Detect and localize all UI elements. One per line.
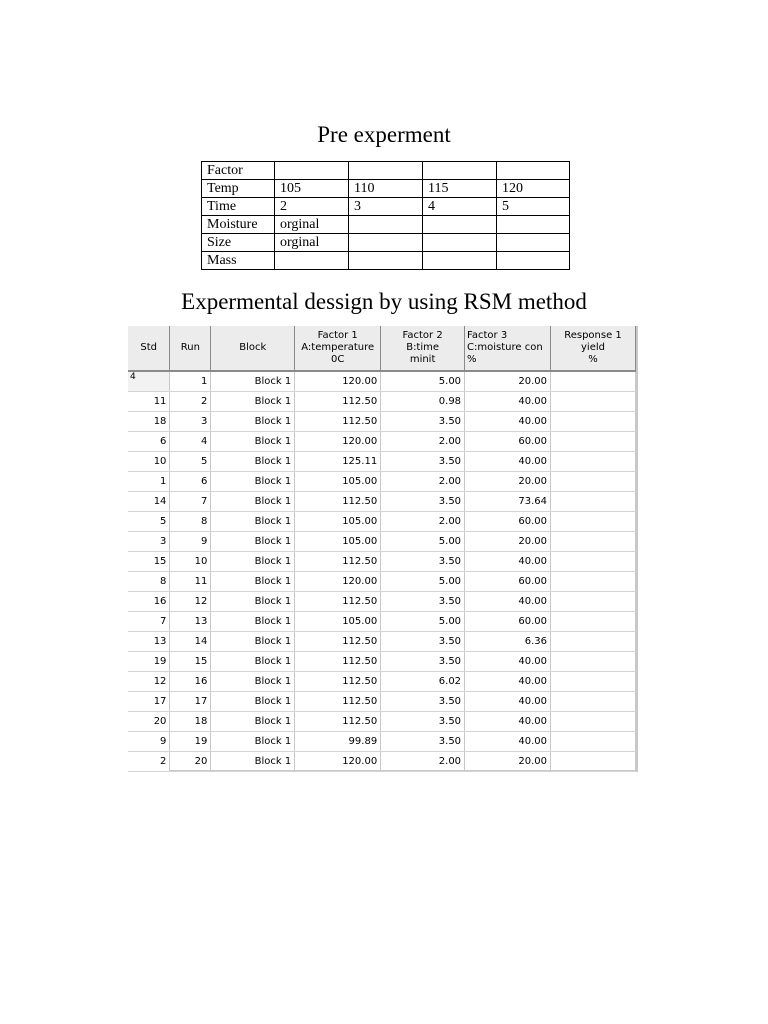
column-header-line: % <box>467 354 477 365</box>
std-cell[interactable]: 9 <box>128 732 170 752</box>
moisture-cell[interactable]: 60.00 <box>465 432 551 452</box>
block-cell[interactable]: Block 1 <box>211 412 295 432</box>
std-cell[interactable]: 2 <box>128 752 170 772</box>
std-cell[interactable]: 3 <box>128 532 170 552</box>
run-cell[interactable]: 13 <box>170 612 211 632</box>
run-cell[interactable]: 1 <box>170 371 211 392</box>
pre-row-label: Mass <box>202 252 275 270</box>
yield-cell[interactable] <box>551 652 636 672</box>
std-cell[interactable]: 1 <box>128 472 170 492</box>
yield-cell[interactable] <box>551 432 636 452</box>
pre-cell: 115 <box>423 180 497 198</box>
table-row <box>128 712 636 732</box>
table-row <box>128 732 636 752</box>
pre-cell <box>275 162 349 180</box>
pre-cell <box>423 162 497 180</box>
block-cell[interactable]: Block 1 <box>211 632 295 652</box>
run-cell[interactable]: 15 <box>170 652 211 672</box>
moisture-cell[interactable]: 40.00 <box>465 392 551 412</box>
run-cell[interactable]: 4 <box>170 432 211 452</box>
table-row <box>128 752 636 772</box>
block-cell[interactable]: Block 1 <box>211 371 295 392</box>
time-cell[interactable]: 3.50 <box>381 452 465 472</box>
time-cell[interactable]: 3.50 <box>381 652 465 672</box>
moisture-cell[interactable]: 60.00 <box>465 612 551 632</box>
time-cell[interactable]: 3.50 <box>381 732 465 752</box>
table-row <box>128 652 636 672</box>
block-cell[interactable]: Block 1 <box>211 572 295 592</box>
pre-cell <box>497 234 570 252</box>
pre-cell: orginal <box>275 216 349 234</box>
column-header-line: Response 1 <box>564 330 622 341</box>
table-row <box>128 672 636 692</box>
table-row <box>128 592 636 612</box>
temperature-cell[interactable]: 112.50 <box>295 552 381 572</box>
yield-cell[interactable] <box>551 692 636 712</box>
block-cell[interactable]: Block 1 <box>211 492 295 512</box>
block-cell[interactable]: Block 1 <box>211 612 295 632</box>
pre-cell: 105 <box>275 180 349 198</box>
yield-cell[interactable] <box>551 392 636 412</box>
time-cell[interactable]: 2.00 <box>381 752 465 772</box>
yield-cell[interactable] <box>551 371 636 392</box>
moisture-cell[interactable]: 40.00 <box>465 732 551 752</box>
block-cell[interactable]: Block 1 <box>211 592 295 612</box>
yield-cell[interactable] <box>551 472 636 492</box>
temperature-cell[interactable]: 120.00 <box>295 432 381 452</box>
std-cell[interactable]: 11 <box>128 392 170 412</box>
temperature-cell[interactable]: 120.00 <box>295 752 381 772</box>
std-cell[interactable]: 17 <box>128 692 170 712</box>
moisture-cell[interactable]: 20.00 <box>465 752 551 772</box>
pre-cell <box>349 162 423 180</box>
pre-cell: 5 <box>497 198 570 216</box>
column-header-factor-3[interactable] <box>465 326 551 371</box>
pre-experiment-title: Pre experment <box>317 122 451 147</box>
std-cell[interactable]: 6 <box>128 432 170 452</box>
column-header-run[interactable] <box>170 326 211 371</box>
temperature-cell[interactable]: 105.00 <box>295 512 381 532</box>
run-cell[interactable]: 8 <box>170 512 211 532</box>
std-cell[interactable]: 14 <box>128 492 170 512</box>
rsm-design-grid <box>128 326 638 772</box>
std-cell[interactable]: 4 <box>128 371 170 392</box>
block-cell[interactable]: Block 1 <box>211 512 295 532</box>
pre-cell <box>497 216 570 234</box>
column-header-line: Factor 3 <box>467 330 508 341</box>
pre-row-label: Factor <box>202 162 275 180</box>
yield-cell[interactable] <box>551 612 636 632</box>
yield-cell[interactable] <box>551 412 636 432</box>
pre-cell <box>275 252 349 270</box>
time-cell[interactable]: 3.50 <box>381 712 465 732</box>
run-cell[interactable]: 20 <box>170 752 211 772</box>
pre-cell: 2 <box>275 198 349 216</box>
table-row <box>128 452 636 472</box>
rsm-design-table <box>128 326 636 772</box>
block-cell[interactable]: Block 1 <box>211 452 295 472</box>
pre-cell: 4 <box>423 198 497 216</box>
column-header-line: Factor 1 <box>317 330 358 341</box>
run-cell[interactable]: 18 <box>170 712 211 732</box>
time-cell[interactable]: 3.50 <box>381 492 465 512</box>
run-cell[interactable]: 19 <box>170 732 211 752</box>
moisture-cell[interactable]: 40.00 <box>465 592 551 612</box>
temperature-cell[interactable]: 112.50 <box>295 652 381 672</box>
column-header-line: B:time <box>406 342 440 353</box>
pre-row-label: Temp <box>202 180 275 198</box>
moisture-cell[interactable]: 40.00 <box>465 692 551 712</box>
temperature-cell[interactable]: 112.50 <box>295 712 381 732</box>
time-cell[interactable]: 5.00 <box>381 572 465 592</box>
column-header-std[interactable] <box>128 326 170 371</box>
temperature-cell[interactable]: 125.11 <box>295 452 381 472</box>
run-cell[interactable]: 5 <box>170 452 211 472</box>
pre-row-mass <box>202 252 570 270</box>
time-cell[interactable]: 3.50 <box>381 552 465 572</box>
run-cell[interactable]: 11 <box>170 572 211 592</box>
run-cell[interactable]: 17 <box>170 692 211 712</box>
column-header-line: Block <box>239 342 267 353</box>
pre-row-label: Time <box>202 198 275 216</box>
moisture-cell[interactable]: 20.00 <box>465 472 551 492</box>
time-cell[interactable]: 2.00 <box>381 512 465 532</box>
column-header-line: C:moisture con <box>467 342 543 353</box>
block-cell[interactable]: Block 1 <box>211 692 295 712</box>
run-cell[interactable]: 14 <box>170 632 211 652</box>
block-cell[interactable]: Block 1 <box>211 552 295 572</box>
column-header-line: Std <box>140 342 158 353</box>
pre-row-time <box>202 198 570 216</box>
std-cell[interactable]: 7 <box>128 612 170 632</box>
pre-row-temp <box>202 180 570 198</box>
std-cell[interactable]: 8 <box>128 572 170 592</box>
moisture-cell[interactable]: 20.00 <box>465 532 551 552</box>
time-cell[interactable]: 3.50 <box>381 692 465 712</box>
moisture-cell[interactable]: 40.00 <box>465 652 551 672</box>
std-cell[interactable]: 13 <box>128 632 170 652</box>
table-row <box>128 392 636 412</box>
table-row <box>128 632 636 652</box>
table-row <box>128 532 636 552</box>
pre-cell: 3 <box>349 198 423 216</box>
block-cell[interactable]: Block 1 <box>211 732 295 752</box>
yield-cell[interactable] <box>551 492 636 512</box>
block-cell[interactable]: Block 1 <box>211 392 295 412</box>
pre-experiment-table <box>201 161 570 270</box>
temperature-cell[interactable]: 112.50 <box>295 492 381 512</box>
pre-row-moisture <box>202 216 570 234</box>
run-cell[interactable]: 3 <box>170 412 211 432</box>
temperature-cell[interactable]: 99.89 <box>295 732 381 752</box>
run-cell[interactable]: 10 <box>170 552 211 572</box>
yield-cell[interactable] <box>551 732 636 752</box>
run-cell[interactable]: 12 <box>170 592 211 612</box>
moisture-cell[interactable]: 40.00 <box>465 552 551 572</box>
pre-row-size <box>202 234 570 252</box>
temperature-cell[interactable]: 120.00 <box>295 371 381 392</box>
pre-cell: orginal <box>275 234 349 252</box>
column-header-line: Run <box>180 342 200 353</box>
pre-cell <box>497 162 570 180</box>
block-cell[interactable]: Block 1 <box>211 672 295 692</box>
yield-cell[interactable] <box>551 532 636 552</box>
temperature-cell[interactable]: 112.50 <box>295 632 381 652</box>
table-row <box>128 492 636 512</box>
run-cell[interactable]: 6 <box>170 472 211 492</box>
time-cell[interactable]: 5.00 <box>381 612 465 632</box>
block-cell[interactable]: Block 1 <box>211 432 295 452</box>
table-row <box>128 552 636 572</box>
yield-cell[interactable] <box>551 552 636 572</box>
time-cell[interactable]: 5.00 <box>381 371 465 392</box>
temperature-cell[interactable]: 120.00 <box>295 572 381 592</box>
std-cell[interactable]: 20 <box>128 712 170 732</box>
table-row <box>128 472 636 492</box>
time-cell[interactable]: 6.02 <box>381 672 465 692</box>
table-row <box>128 512 636 532</box>
pre-row-label: Size <box>202 234 275 252</box>
pre-cell <box>497 252 570 270</box>
temperature-cell[interactable]: 112.50 <box>295 412 381 432</box>
std-cell[interactable]: 5 <box>128 512 170 532</box>
moisture-cell[interactable]: 40.00 <box>465 672 551 692</box>
yield-cell[interactable] <box>551 592 636 612</box>
time-cell[interactable]: 0.98 <box>381 392 465 412</box>
yield-cell[interactable] <box>551 452 636 472</box>
time-cell[interactable]: 3.50 <box>381 632 465 652</box>
run-cell[interactable]: 7 <box>170 492 211 512</box>
temperature-cell[interactable]: 112.50 <box>295 692 381 712</box>
yield-cell[interactable] <box>551 672 636 692</box>
moisture-cell[interactable]: 73.64 <box>465 492 551 512</box>
table-row <box>128 612 636 632</box>
column-header-block[interactable] <box>211 326 295 371</box>
yield-cell[interactable] <box>551 752 636 772</box>
pre-row-label: Moisture <box>202 216 275 234</box>
run-cell[interactable]: 16 <box>170 672 211 692</box>
moisture-cell[interactable]: 60.00 <box>465 512 551 532</box>
pre-cell <box>349 216 423 234</box>
yield-cell[interactable] <box>551 632 636 652</box>
column-header-factor-1[interactable] <box>295 326 381 371</box>
std-cell[interactable]: 16 <box>128 592 170 612</box>
block-cell[interactable]: Block 1 <box>211 532 295 552</box>
std-cell[interactable]: 15 <box>128 552 170 572</box>
block-cell[interactable]: Block 1 <box>211 472 295 492</box>
column-header-response-1[interactable] <box>551 326 636 371</box>
column-header-line: 0C <box>331 354 345 365</box>
temperature-cell[interactable]: 105.00 <box>295 532 381 552</box>
temperature-cell[interactable]: 105.00 <box>295 472 381 492</box>
std-cell[interactable]: 10 <box>128 452 170 472</box>
column-header-line: yield <box>581 342 605 353</box>
pre-cell <box>349 234 423 252</box>
block-cell[interactable]: Block 1 <box>211 652 295 672</box>
table-row <box>128 432 636 452</box>
run-cell[interactable]: 9 <box>170 532 211 552</box>
pre-cell <box>423 252 497 270</box>
pre-cell <box>349 252 423 270</box>
pre-cell: 110 <box>349 180 423 198</box>
std-cell[interactable]: 19 <box>128 652 170 672</box>
column-header-line: % <box>588 354 598 365</box>
yield-cell[interactable] <box>551 572 636 592</box>
column-header-factor-2[interactable] <box>381 326 465 371</box>
moisture-cell[interactable]: 60.00 <box>465 572 551 592</box>
time-cell[interactable]: 3.50 <box>381 592 465 612</box>
time-cell[interactable]: 2.00 <box>381 472 465 492</box>
temperature-cell[interactable]: 112.50 <box>295 392 381 412</box>
table-row <box>128 692 636 712</box>
table-row <box>128 412 636 432</box>
std-cell[interactable]: 18 <box>128 412 170 432</box>
moisture-cell[interactable]: 40.00 <box>465 412 551 432</box>
column-header-line: A:temperature <box>301 342 375 353</box>
time-cell[interactable]: 2.00 <box>381 432 465 452</box>
time-cell[interactable]: 3.50 <box>381 412 465 432</box>
block-cell[interactable]: Block 1 <box>211 752 295 772</box>
temperature-cell[interactable]: 112.50 <box>295 672 381 692</box>
pre-row-factor <box>202 162 570 180</box>
temperature-cell[interactable]: 112.50 <box>295 592 381 612</box>
block-cell[interactable]: Block 1 <box>211 712 295 732</box>
table-row <box>128 572 636 592</box>
pre-cell: 120 <box>497 180 570 198</box>
yield-cell[interactable] <box>551 512 636 532</box>
rsm-design-title: Expermental dessign by using RSM method <box>181 289 587 314</box>
column-header-line: minit <box>409 354 436 365</box>
yield-cell[interactable] <box>551 712 636 732</box>
pre-cell <box>423 216 497 234</box>
temperature-cell[interactable]: 105.00 <box>295 612 381 632</box>
moisture-cell[interactable]: 40.00 <box>465 452 551 472</box>
moisture-cell[interactable]: 6.36 <box>465 632 551 652</box>
pre-cell <box>423 234 497 252</box>
column-header-line: Factor 2 <box>402 330 443 341</box>
moisture-cell[interactable]: 40.00 <box>465 712 551 732</box>
table-row <box>128 371 636 392</box>
run-cell[interactable]: 2 <box>170 392 211 412</box>
std-cell[interactable]: 12 <box>128 672 170 692</box>
time-cell[interactable]: 5.00 <box>381 532 465 552</box>
moisture-cell[interactable]: 20.00 <box>465 371 551 392</box>
